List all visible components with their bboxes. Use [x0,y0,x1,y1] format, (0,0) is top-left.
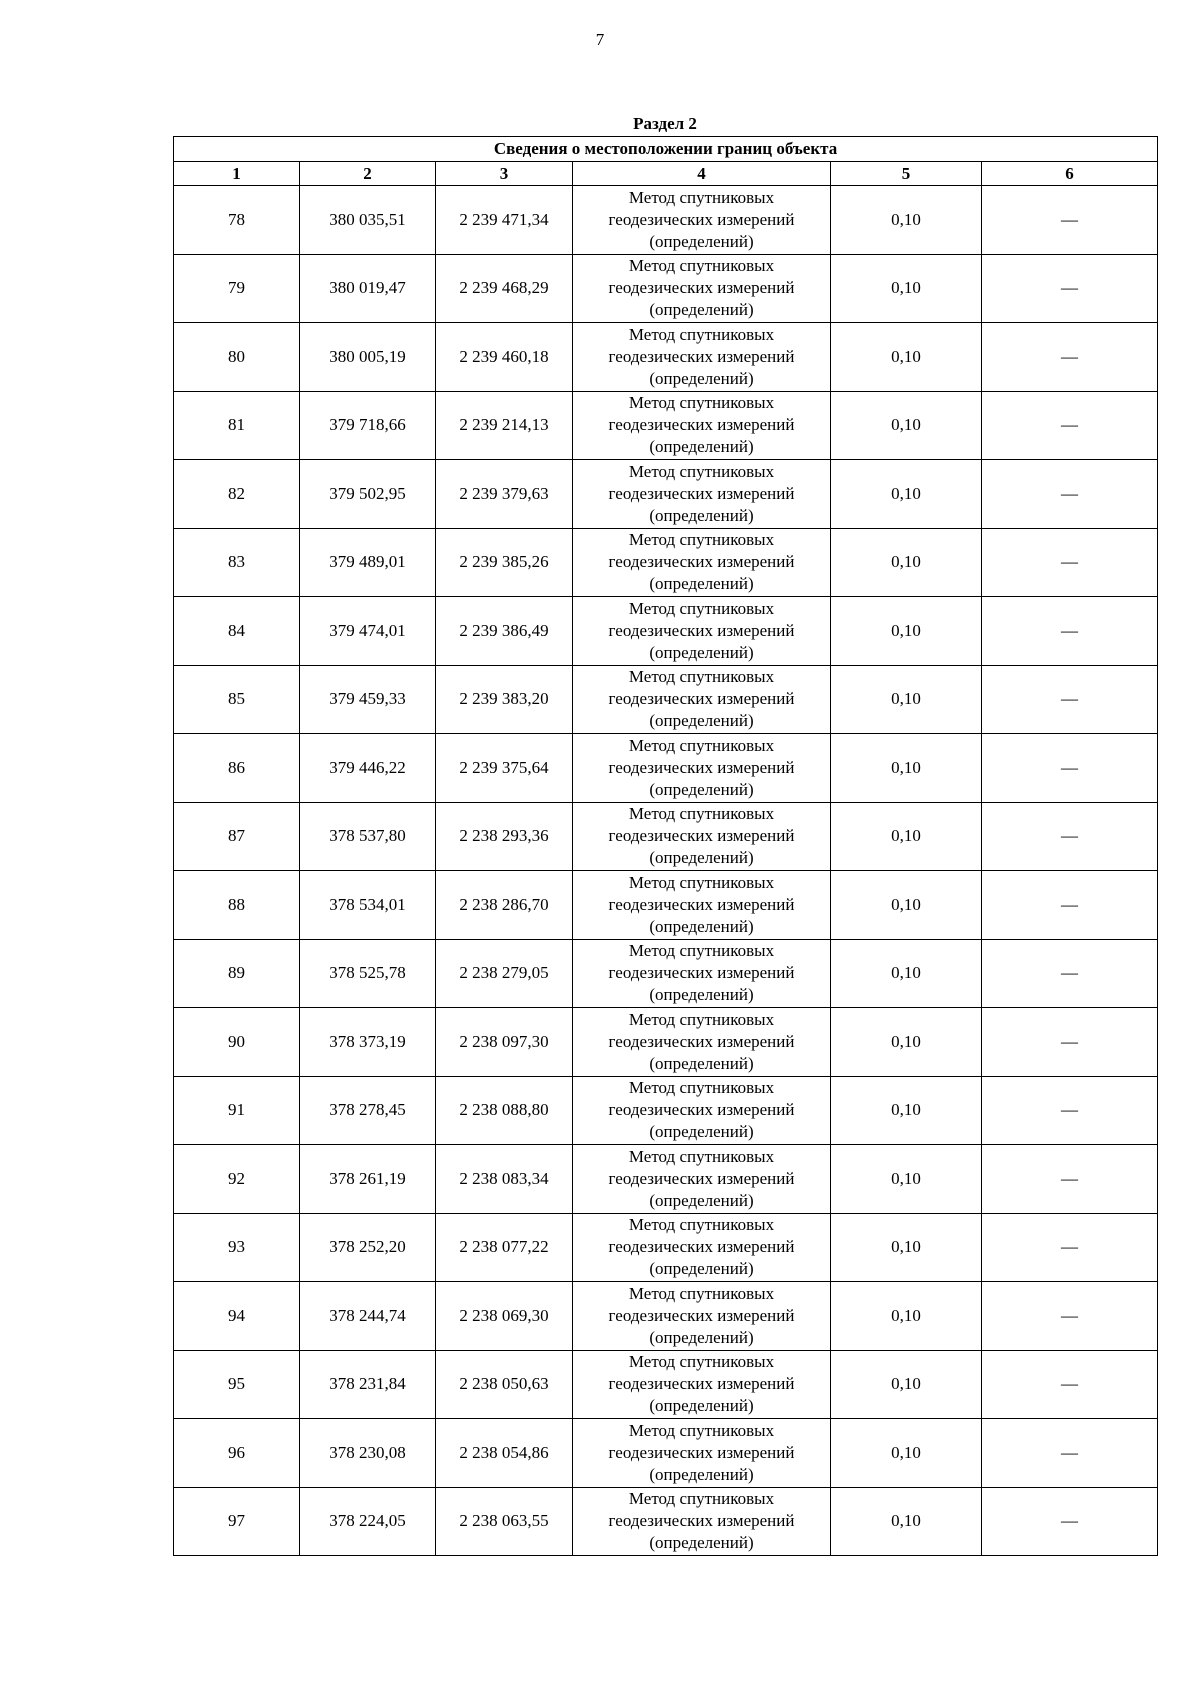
y-coordinate-cell: 2 238 083,34 [436,1145,573,1214]
method-cell [573,1076,831,1145]
table-row [174,391,1158,460]
method-line: геодезических измерений [608,1305,795,1325]
x-coordinate-cell: 378 373,19 [300,1008,436,1077]
column-header: 2 [300,162,436,186]
point-number-cell: 91 [174,1076,300,1145]
method-line: (определений) [649,985,754,1005]
point-number-cell: 82 [174,460,300,529]
point-number-cell: 92 [174,1145,300,1214]
point-number-cell: 88 [174,871,300,940]
table-row [174,597,1158,666]
accuracy-cell: 0,10 [831,528,982,597]
method-line: геодезических измерений [608,1237,795,1257]
method-line: геодезических измерений [608,552,795,572]
method-line: Метод спутниковых [628,256,775,276]
method-line: геодезических измерений [608,620,795,640]
y-coordinate-cell: 2 239 471,34 [436,186,573,255]
method-cell [573,254,831,323]
table-caption: Сведения о местоположении границ объекта [174,137,1158,162]
point-number-cell: 96 [174,1419,300,1488]
note-cell: — [982,1076,1158,1145]
note-cell: — [982,1213,1158,1282]
method-cell [573,1419,831,1488]
x-coordinate-cell: 378 537,80 [300,802,436,871]
point-number-cell: 80 [174,323,300,392]
method-line: (определений) [649,1259,754,1279]
note-cell: — [982,1419,1158,1488]
table-row [174,871,1158,940]
accuracy-cell: 0,10 [831,323,982,392]
method-line: геодезических измерений [608,415,795,435]
point-number-cell: 87 [174,802,300,871]
method-line: (определений) [649,1327,754,1347]
method-cell [573,665,831,734]
x-coordinate-cell: 378 230,08 [300,1419,436,1488]
method-line: Метод спутниковых [628,872,775,892]
method-line: геодезических измерений [608,757,795,777]
point-number-cell: 90 [174,1008,300,1077]
accuracy-cell: 0,10 [831,1008,982,1077]
method-line: (определений) [649,368,754,388]
method-line: (определений) [649,300,754,320]
y-coordinate-cell: 2 239 214,13 [436,391,573,460]
x-coordinate-cell: 378 278,45 [300,1076,436,1145]
method-line: геодезических измерений [608,894,795,914]
method-line: геодезических измерений [608,483,795,503]
method-cell [573,391,831,460]
method-line: Метод спутниковых [628,941,775,961]
note-cell: — [982,391,1158,460]
method-line: Метод спутниковых [628,667,775,687]
accuracy-cell: 0,10 [831,1350,982,1419]
page-number: 7 [595,30,605,49]
table-row [174,939,1158,1008]
note-cell: — [982,734,1158,803]
method-cell [573,1282,831,1351]
table-row [174,1350,1158,1419]
x-coordinate-cell: 378 244,74 [300,1282,436,1351]
boundary-coordinates-table [173,136,1158,1556]
method-line: геодезических измерений [608,1511,795,1531]
note-cell: — [982,1487,1158,1556]
method-line: (определений) [649,711,754,731]
method-line: (определений) [649,574,754,594]
accuracy-cell: 0,10 [831,802,982,871]
note-cell: — [982,939,1158,1008]
table-row [174,323,1158,392]
method-line: (определений) [649,231,754,251]
method-line: геодезических измерений [608,1031,795,1051]
method-line: геодезических измерений [608,1168,795,1188]
table-row [174,528,1158,597]
section-title: Раздел 2 [633,114,697,133]
method-cell [573,460,831,529]
note-cell: — [982,460,1158,529]
method-line: Метод спутниковых [628,324,775,344]
accuracy-cell: 0,10 [831,460,982,529]
point-number-cell: 84 [174,597,300,666]
table-row [174,1213,1158,1282]
method-line: (определений) [649,1464,754,1484]
accuracy-cell: 0,10 [831,1076,982,1145]
x-coordinate-cell: 378 231,84 [300,1350,436,1419]
y-coordinate-cell: 2 238 097,30 [436,1008,573,1077]
y-coordinate-cell: 2 238 077,22 [436,1213,573,1282]
accuracy-cell: 0,10 [831,871,982,940]
method-cell [573,323,831,392]
method-line: Метод спутниковых [628,1352,775,1372]
method-line: (определений) [649,1122,754,1142]
method-line: геодезических измерений [608,209,795,229]
method-line: (определений) [649,1190,754,1210]
y-coordinate-cell: 2 238 069,30 [436,1282,573,1351]
column-header: 5 [831,162,982,186]
method-line: геодезических измерений [608,963,795,983]
method-line: Метод спутниковых [628,461,775,481]
note-cell: — [982,186,1158,255]
table-row [174,1008,1158,1077]
point-number-cell: 94 [174,1282,300,1351]
method-line: Метод спутниковых [628,804,775,824]
method-line: Метод спутниковых [628,1420,775,1440]
accuracy-cell: 0,10 [831,734,982,803]
method-line: (определений) [649,1396,754,1416]
method-line: геодезических измерений [608,346,795,366]
point-number-cell: 83 [174,528,300,597]
method-line: (определений) [649,505,754,525]
method-cell [573,1213,831,1282]
point-number-cell: 89 [174,939,300,1008]
accuracy-cell: 0,10 [831,254,982,323]
method-cell [573,597,831,666]
y-coordinate-cell: 2 238 286,70 [436,871,573,940]
method-line: геодезических измерений [608,1100,795,1120]
method-line: Метод спутниковых [628,530,775,550]
method-line: Метод спутниковых [628,393,775,413]
table-row [174,186,1158,255]
note-cell: — [982,528,1158,597]
method-line: геодезических измерений [608,278,795,298]
x-coordinate-cell: 378 224,05 [300,1487,436,1556]
y-coordinate-cell: 2 238 050,63 [436,1350,573,1419]
y-coordinate-cell: 2 238 063,55 [436,1487,573,1556]
note-cell: — [982,1350,1158,1419]
accuracy-cell: 0,10 [831,1487,982,1556]
x-coordinate-cell: 380 035,51 [300,186,436,255]
y-coordinate-cell: 2 239 379,63 [436,460,573,529]
y-coordinate-cell: 2 238 088,80 [436,1076,573,1145]
method-cell [573,1487,831,1556]
point-number-cell: 81 [174,391,300,460]
note-cell: — [982,1145,1158,1214]
note-cell: — [982,665,1158,734]
table-row [174,665,1158,734]
x-coordinate-cell: 379 474,01 [300,597,436,666]
y-coordinate-cell: 2 239 385,26 [436,528,573,597]
x-coordinate-cell: 378 252,20 [300,1213,436,1282]
accuracy-cell: 0,10 [831,186,982,255]
method-line: (определений) [649,916,754,936]
method-line: Метод спутниковых [628,1146,775,1166]
method-line: геодезических измерений [608,1442,795,1462]
x-coordinate-cell: 378 261,19 [300,1145,436,1214]
accuracy-cell: 0,10 [831,1213,982,1282]
point-number-cell: 85 [174,665,300,734]
note-cell: — [982,323,1158,392]
method-line: геодезических измерений [608,1374,795,1394]
table-row [174,1282,1158,1351]
table-row [174,1419,1158,1488]
y-coordinate-cell: 2 238 054,86 [436,1419,573,1488]
method-cell [573,528,831,597]
accuracy-cell: 0,10 [831,1145,982,1214]
point-number-cell: 86 [174,734,300,803]
method-line: (определений) [649,1053,754,1073]
y-coordinate-cell: 2 239 375,64 [436,734,573,803]
x-coordinate-cell: 380 005,19 [300,323,436,392]
method-line: Метод спутниковых [628,598,775,618]
accuracy-cell: 0,10 [831,1419,982,1488]
method-cell [573,1145,831,1214]
method-cell [573,939,831,1008]
method-cell [573,802,831,871]
method-line: геодезических измерений [608,826,795,846]
point-number-cell: 97 [174,1487,300,1556]
method-line: геодезических измерений [608,689,795,709]
table-row [174,802,1158,871]
point-number-cell: 79 [174,254,300,323]
point-number-cell: 93 [174,1213,300,1282]
note-cell: — [982,871,1158,940]
x-coordinate-cell: 379 446,22 [300,734,436,803]
accuracy-cell: 0,10 [831,939,982,1008]
method-cell [573,734,831,803]
table-row [174,1076,1158,1145]
method-line: (определений) [649,642,754,662]
point-number-cell: 95 [174,1350,300,1419]
method-line: Метод спутниковых [628,1078,775,1098]
x-coordinate-cell: 379 502,95 [300,460,436,529]
table-row [174,1145,1158,1214]
y-coordinate-cell: 2 238 293,36 [436,802,573,871]
accuracy-cell: 0,10 [831,391,982,460]
x-coordinate-cell: 380 019,47 [300,254,436,323]
table-row [174,254,1158,323]
method-line: (определений) [649,1533,754,1553]
note-cell: — [982,254,1158,323]
note-cell: — [982,1282,1158,1351]
y-coordinate-cell: 2 239 468,29 [436,254,573,323]
method-cell [573,871,831,940]
table-row [174,460,1158,529]
method-line: Метод спутниковых [628,187,775,207]
accuracy-cell: 0,10 [831,597,982,666]
column-header: 6 [982,162,1158,186]
column-header: 3 [436,162,573,186]
x-coordinate-cell: 379 489,01 [300,528,436,597]
method-line: (определений) [649,779,754,799]
method-line: Метод спутниковых [628,1489,775,1509]
method-line: Метод спутниковых [628,1009,775,1029]
table-row [174,734,1158,803]
accuracy-cell: 0,10 [831,1282,982,1351]
y-coordinate-cell: 2 239 386,49 [436,597,573,666]
y-coordinate-cell: 2 238 279,05 [436,939,573,1008]
note-cell: — [982,802,1158,871]
column-header: 1 [174,162,300,186]
x-coordinate-cell: 379 459,33 [300,665,436,734]
method-cell [573,1008,831,1077]
method-line: (определений) [649,437,754,457]
note-cell: — [982,597,1158,666]
method-cell [573,186,831,255]
x-coordinate-cell: 378 534,01 [300,871,436,940]
column-header: 4 [573,162,831,186]
table-row [174,1487,1158,1556]
method-line: (определений) [649,848,754,868]
y-coordinate-cell: 2 239 460,18 [436,323,573,392]
table-header-row [174,162,1158,186]
table-caption-row [174,137,1158,162]
x-coordinate-cell: 379 718,66 [300,391,436,460]
method-line: Метод спутниковых [628,1283,775,1303]
accuracy-cell: 0,10 [831,665,982,734]
note-cell: — [982,1008,1158,1077]
point-number-cell: 78 [174,186,300,255]
method-cell [573,1350,831,1419]
method-line: Метод спутниковых [628,1215,775,1235]
x-coordinate-cell: 378 525,78 [300,939,436,1008]
method-line: Метод спутниковых [628,735,775,755]
y-coordinate-cell: 2 239 383,20 [436,665,573,734]
